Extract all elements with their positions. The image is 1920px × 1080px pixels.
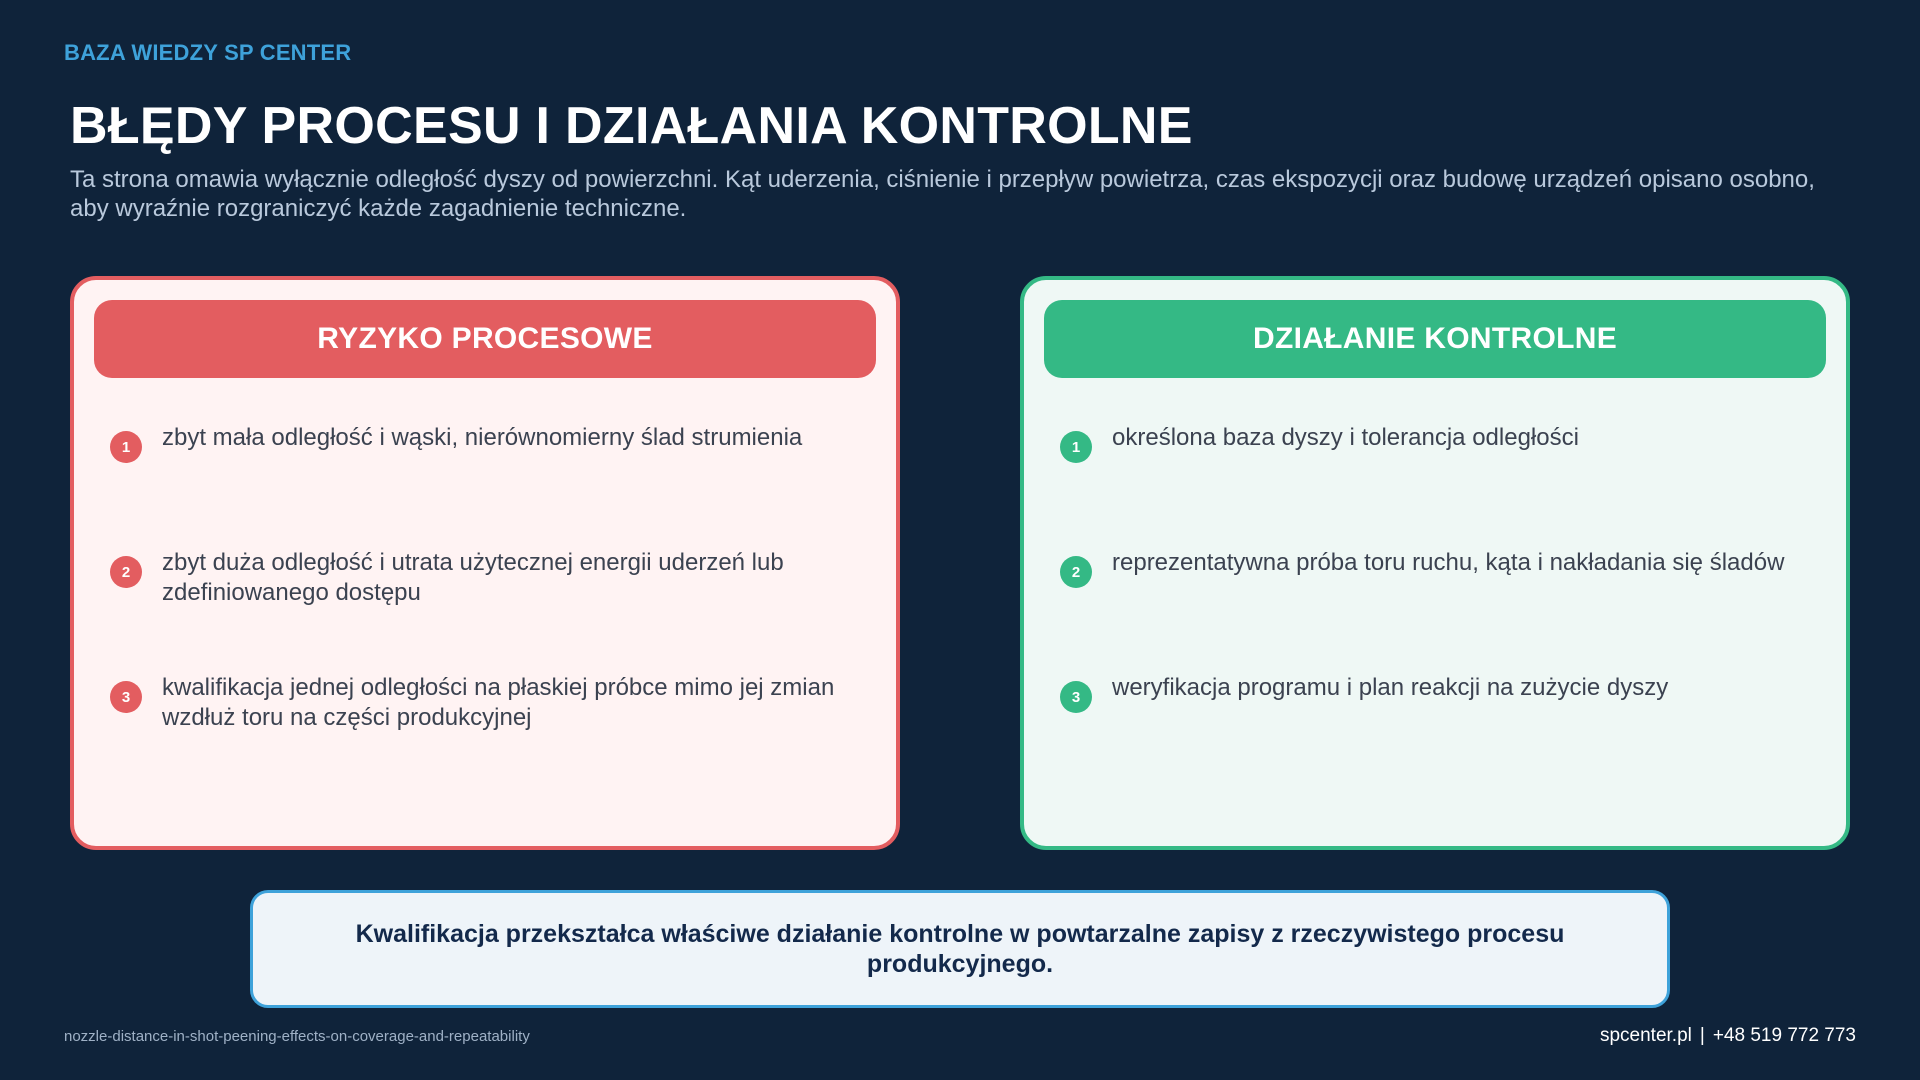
risk-item-text: kwalifikacja jednej odległości na płaskiej próbce mimo jej zmian wzdłuż toru na części produkcyjnej [162,674,835,731]
number-badge: 2 [110,556,142,588]
control-item [1060,548,1806,588]
footer-separator: | [1699,1025,1705,1046]
risk-item [110,548,856,608]
risk-item-text: zbyt duża odległość i utrata użytecznej energii uderzeń lub zdefiniowanego dostępu [162,549,784,606]
control-item-text: określona baza dyszy i tolerancja odległości [1112,424,1579,451]
risk-item-text: zbyt mała odległość i wąski, nierównomierny ślad strumienia [162,424,803,451]
page-slug: nozzle-distance-in-shot-peening-effects-on-coverage-and-repeatability [64,1028,530,1045]
number-badge: 1 [1060,431,1092,463]
page-subtitle: Ta strona omawia wyłącznie odległość dyszy od powierzchni. Kąt uderzenia, ciśnienie i przepływ powietrza, czas ekspozycji oraz budowę urządzeń opisano osobno, aby wyraźnie rozgraniczyć każde zagadnienie techniczne. [70,166,1815,222]
risk-item [110,673,856,733]
risk-card [70,276,900,850]
control-item [1060,423,1806,463]
contact-info [1600,1025,1856,1047]
risk-card-header: RYZYKO PROCESOWE [94,300,876,378]
website-link[interactable]: spcenter.pl [1599,1025,1692,1046]
brand-label: BAZA WIEDZY SP CENTER [64,40,352,65]
page-title: BŁĘDY PROCESU I DZIAŁANIA KONTROLNE [70,97,1193,155]
control-item-text: weryfikacja programu i plan reakcji na zużycie dyszy [1112,674,1669,701]
number-badge: 3 [1060,681,1092,713]
risk-item [110,423,856,463]
number-badge: 3 [110,681,142,713]
number-badge: 1 [110,431,142,463]
control-item [1060,673,1806,713]
number-badge: 2 [1060,556,1092,588]
control-item-text: reprezentatywna próba toru ruchu, kąta i nakładania się śladów [1112,549,1785,576]
control-card-header: DZIAŁANIE KONTROLNE [1044,300,1826,378]
control-card [1020,276,1850,850]
summary-callout: Kwalifikacja przekształca właściwe działanie kontrolne w powtarzalne zapisy z rzeczywistego procesu produkcyjnego. [250,890,1670,1008]
phone-number[interactable]: +48 519 772 773 [1712,1025,1856,1046]
